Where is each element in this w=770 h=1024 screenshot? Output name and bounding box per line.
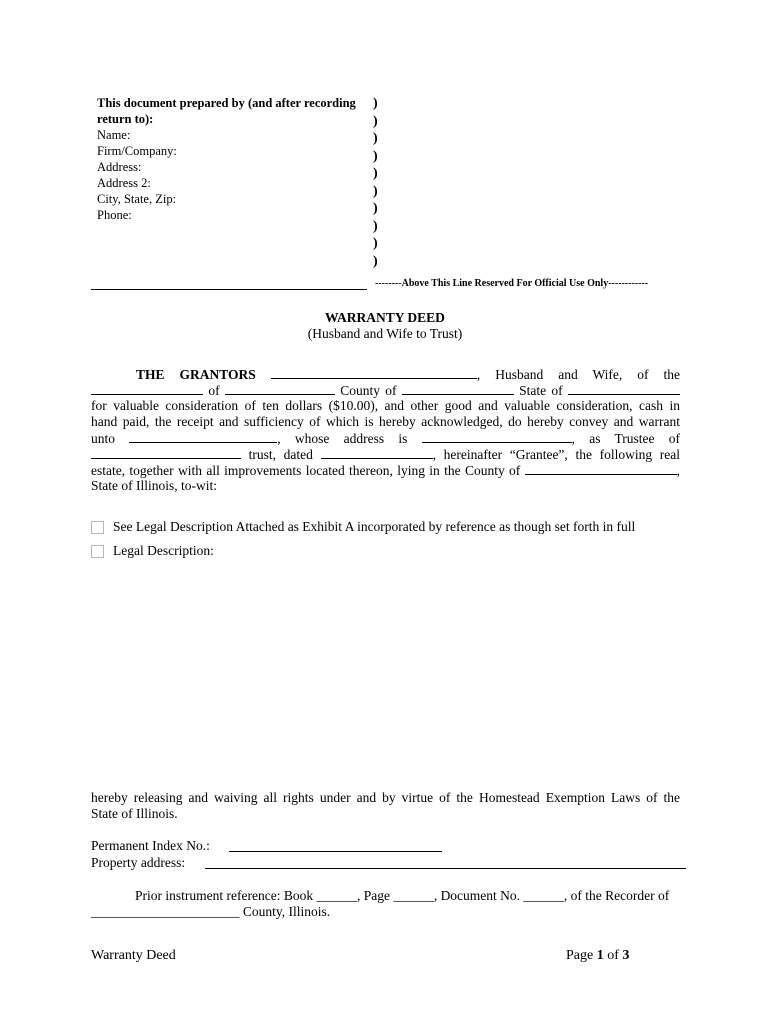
trust-name-blank[interactable] <box>91 446 241 459</box>
body-text: , hereinafter “Grantee”, the following real <box>432 447 680 462</box>
body-text: State of <box>519 383 563 398</box>
body-text: County of <box>340 383 397 398</box>
city-blank[interactable] <box>91 382 203 395</box>
homestead-line-1: hereby releasing and waiving all rights under and by virtue of the Homestead Exemption Laws of the <box>91 790 680 805</box>
field-address-label: Address: <box>97 160 142 174</box>
preparer-block <box>97 95 367 223</box>
paren: ) <box>373 201 378 216</box>
town-blank[interactable] <box>225 382 335 395</box>
body-text: , whose address is <box>277 431 408 446</box>
exhibit-checkbox-label: See Legal Description Attached as Exhibit A incorporated by reference as though set forth in full <box>113 519 636 534</box>
body-text: unto <box>91 431 116 446</box>
property-address-blank[interactable] <box>205 868 686 869</box>
body-line-5 <box>91 430 680 447</box>
field-firm-label: Firm/Company: <box>97 144 177 158</box>
body-line-3: for valuable consideration of ten dollars ($10.00), and other good and valuable consideration, cash in <box>91 398 680 413</box>
county-blank[interactable] <box>402 382 514 395</box>
legal-description-option[interactable] <box>91 543 214 559</box>
grantors-name-blank[interactable] <box>271 366 477 379</box>
paren: ) <box>373 183 378 199</box>
field-name-label: Name: <box>97 128 131 142</box>
body-line-7 <box>91 462 680 479</box>
state-blank[interactable] <box>568 382 680 395</box>
field-phone-label: Phone: <box>97 208 132 222</box>
legal-description-exhibit-option[interactable] <box>91 519 635 535</box>
footer-document-name: Warranty Deed <box>91 948 176 963</box>
body-line-1 <box>91 366 680 383</box>
trust-date-blank[interactable] <box>321 446 433 459</box>
body-line-6 <box>91 446 680 463</box>
current-page: 1 <box>596 948 604 963</box>
paren: ) <box>373 131 378 146</box>
legal-description-checkbox[interactable] <box>91 545 104 558</box>
paren: ) <box>373 96 378 111</box>
grantee-name-blank[interactable] <box>129 430 277 443</box>
document-title: WARRANTY DEED <box>325 310 445 325</box>
field-city-label: City, State, Zip: <box>97 192 177 206</box>
field-address2-label: Address 2: <box>97 176 151 190</box>
body-line-4: hand paid, the receipt and sufficiency of which is hereby acknowledged, do hereby convey and warrant <box>91 414 680 429</box>
exhibit-checkbox[interactable] <box>91 521 104 534</box>
body-text: , <box>676 463 681 478</box>
prior-instrument-line-1: Prior instrument reference: Book ______, Page ______, Document No. ______, of the Recorder of <box>135 888 670 903</box>
recording-divider-line <box>91 289 367 290</box>
pin-blank[interactable] <box>229 851 442 852</box>
preparer-heading-line2: return to): <box>97 112 154 126</box>
property-address-label: Property address: <box>91 855 186 870</box>
body-text: , as Trustee of <box>571 431 680 446</box>
homestead-line-2: State of Illinois. <box>91 806 178 821</box>
grantors-label: THE GRANTORS <box>136 367 256 382</box>
paren: ) <box>373 253 378 269</box>
paren: ) <box>373 218 378 234</box>
body-line-2 <box>91 382 680 399</box>
body-text: trust, dated <box>248 447 313 462</box>
preparer-heading-line1: This document prepared by (and after recording <box>97 96 356 110</box>
total-pages: 3 <box>622 948 630 963</box>
legal-description-checkbox-label: Legal Description: <box>113 543 214 558</box>
paren-column <box>373 95 378 270</box>
official-use-notice: --------Above This Line Reserved For Official Use Only------------ <box>375 278 649 289</box>
property-county-blank[interactable] <box>525 462 677 475</box>
paren: ) <box>373 148 378 164</box>
body-text: estate, together with all improvements located thereon, lying in the County of <box>91 463 521 478</box>
pin-label: Permanent Index No.: <box>91 838 210 853</box>
paren: ) <box>373 113 378 129</box>
body-text: of <box>208 383 220 398</box>
footer-page-number: Page 1 of 3 <box>566 948 630 963</box>
grantee-address-blank[interactable] <box>422 430 572 443</box>
paren: ) <box>373 166 378 181</box>
paren: ) <box>373 236 378 251</box>
body-text: , Husband and Wife, of the <box>476 367 681 382</box>
body-line-8: State of Illinois, to-wit: <box>91 478 217 493</box>
document-subtitle: (Husband and Wife to Trust) <box>307 326 463 341</box>
prior-instrument-line-2: ______________________ County, Illinois. <box>91 904 331 919</box>
